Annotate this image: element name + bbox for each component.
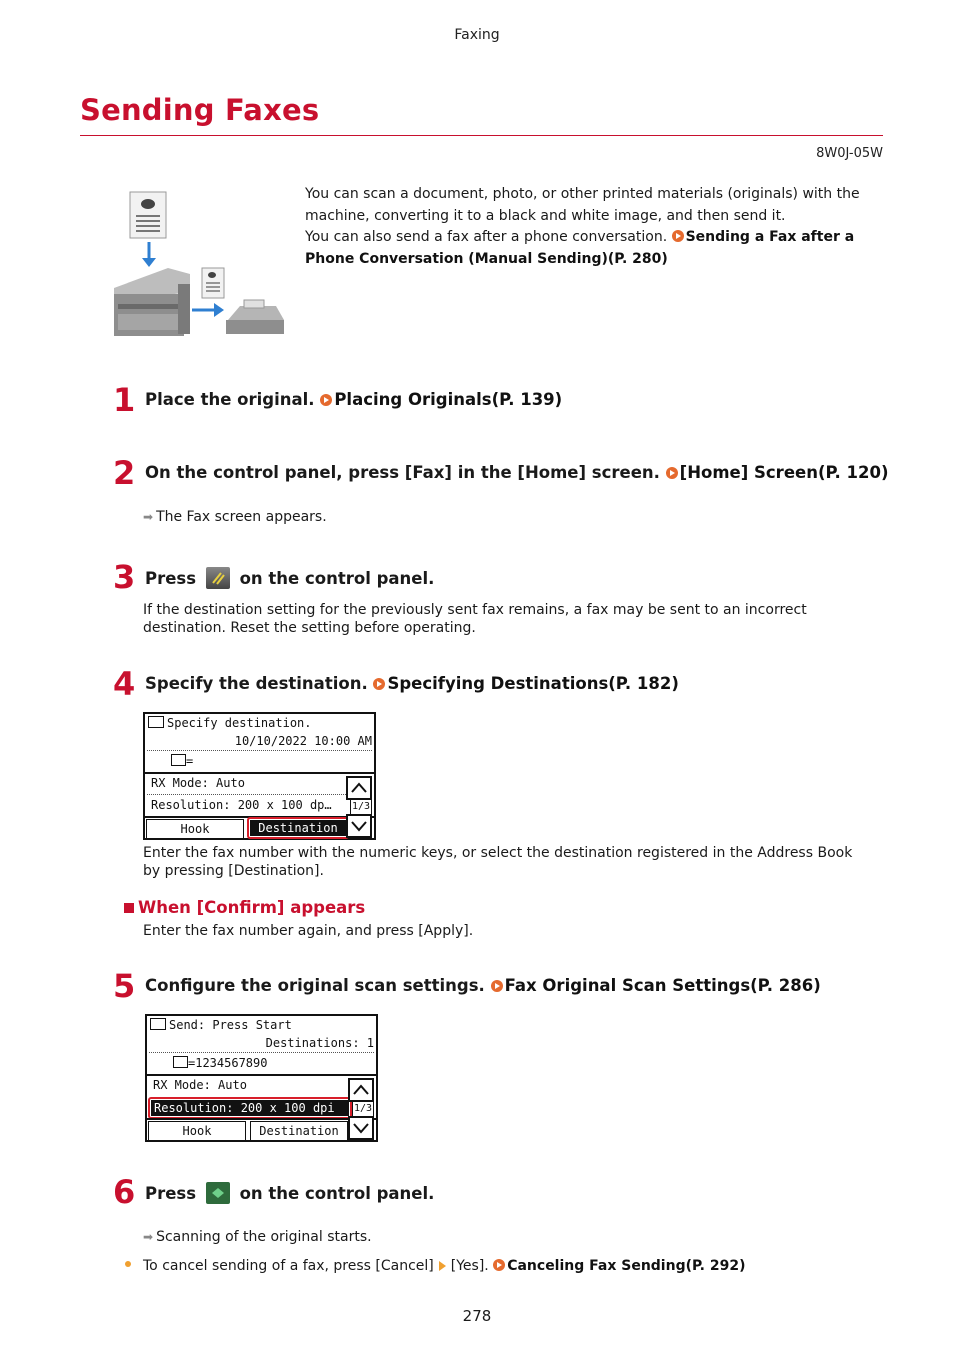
fax-icon	[150, 1018, 166, 1030]
home-screen-link[interactable]: [Home] Screen(P. 120)	[679, 463, 889, 482]
step-instruction-before: Press	[145, 569, 197, 588]
lcd-resolution-selected[interactable]	[148, 1097, 352, 1119]
step-3-body: If the destination setting for the previously sent fax remains, a fax may be sent to an incorrect destination. Reset the setting before operating.	[143, 602, 807, 636]
lcd-scroll-up-button[interactable]	[346, 776, 372, 800]
step-number: 6	[113, 1173, 136, 1211]
result-text: Scanning of the original starts.	[156, 1229, 372, 1245]
step-text	[145, 567, 434, 589]
confirm-heading	[124, 898, 365, 917]
address-book-icon	[173, 1056, 188, 1068]
step-number: 4	[113, 665, 136, 703]
fax-icon	[148, 716, 164, 728]
running-header: Faxing	[454, 27, 500, 43]
lcd-destination-button[interactable]: Destination	[250, 1121, 348, 1141]
step-number: 1	[113, 381, 136, 419]
lcd-status-text: Specify destination.	[167, 716, 312, 730]
link-arrow-icon	[666, 467, 678, 479]
lcd-destination-value: =1234567890	[188, 1056, 268, 1070]
lcd-hook-button[interactable]: Hook	[148, 1121, 246, 1141]
lcd-resolution[interactable]: Resolution: 200 x 100 dp…	[151, 798, 332, 812]
note-text-middle: [Yes].	[450, 1258, 489, 1274]
placing-originals-link[interactable]: Placing Originals(P. 139)	[334, 390, 563, 409]
link-arrow-icon	[320, 394, 332, 406]
lcd-rx-mode[interactable]: RX Mode: Auto	[153, 1078, 247, 1092]
lcd-scroll-up-button[interactable]	[348, 1078, 374, 1102]
result-text: The Fax screen appears.	[156, 509, 327, 525]
confirm-heading-text: When [Confirm] appears	[138, 898, 366, 917]
lcd-datetime: 10/10/2022 10:00 AM	[234, 734, 372, 748]
document-code: 8W0J-05W	[816, 146, 883, 161]
intro-paragraph-2	[305, 227, 885, 270]
step-number: 3	[113, 558, 136, 596]
lcd-scroll-down-button[interactable]	[346, 814, 372, 838]
step-text	[145, 390, 562, 409]
confirm-body: Enter the fax number again, and press [Apply].	[143, 923, 474, 939]
link-arrow-icon	[672, 230, 684, 242]
step-instruction: On the control panel, press [Fax] in the [Home] screen.	[145, 463, 660, 482]
step-instruction: Place the original.	[145, 390, 315, 409]
step-instruction-before: Press	[145, 1184, 197, 1203]
manual-sending-link[interactable]: Sending a Fax after a Phone Conversation (Manual Sending)(P. 280)	[305, 229, 855, 267]
lcd-destination-line	[173, 1056, 267, 1070]
intro-paragraph-2-text: You can also send a fax after a phone conversation.	[305, 229, 668, 245]
intro-text	[305, 184, 885, 270]
link-arrow-icon	[491, 980, 503, 992]
chevron-down-icon	[350, 1118, 372, 1138]
lcd-header-line	[148, 716, 312, 730]
lcd-screen-send	[145, 1014, 378, 1142]
step-number: 5	[113, 967, 136, 1005]
chevron-up-icon	[348, 778, 370, 798]
lcd-resolution-text: Resolution: 200 x 100 dpi	[151, 1100, 349, 1116]
link-arrow-icon	[373, 678, 385, 690]
scan-settings-link[interactable]: Fax Original Scan Settings(P. 286)	[504, 976, 821, 995]
link-arrow-icon	[493, 1259, 505, 1271]
lcd-destination-count: Destinations: 1	[265, 1036, 374, 1050]
fax-illustration	[108, 188, 288, 342]
result-arrow-icon: ➡	[143, 510, 154, 524]
step-instruction-after: on the control panel.	[239, 569, 435, 588]
step-instruction: Specify the destination.	[145, 674, 368, 693]
note-text-before: To cancel sending of a fax, press [Cancel]	[143, 1258, 434, 1274]
page-number: 278	[462, 1307, 492, 1325]
step-2-result	[143, 509, 327, 525]
intro-paragraph-1: You can scan a document, photo, or other printed materials (originals) with the machine, converting it to a black and white image, and then send it.	[305, 186, 860, 224]
reset-key-icon	[206, 567, 230, 589]
lcd-destination-button[interactable]	[247, 817, 349, 839]
address-book-icon	[171, 754, 186, 766]
square-bullet-icon	[124, 903, 134, 913]
lcd-destination-line	[171, 754, 193, 768]
step-instruction: Configure the original scan settings.	[145, 976, 485, 995]
lcd-hook-button[interactable]: Hook	[146, 819, 244, 839]
lcd-page-indicator: 1/3	[352, 1101, 374, 1117]
specifying-destinations-link[interactable]: Specifying Destinations(P. 182)	[387, 674, 679, 693]
step-number: 2	[113, 454, 136, 492]
step-text	[145, 1182, 434, 1204]
lcd-rx-mode[interactable]: RX Mode: Auto	[151, 776, 245, 790]
lcd-screen-specify-destination	[143, 712, 376, 840]
menu-arrow-icon	[439, 1261, 446, 1271]
result-arrow-icon: ➡	[143, 1230, 154, 1244]
lcd-header-line	[150, 1018, 292, 1032]
lcd-status-text: Send: Press Start	[169, 1018, 292, 1032]
lcd-destination-value: =	[186, 754, 194, 768]
cancel-note	[125, 1257, 746, 1275]
bullet-icon	[125, 1261, 131, 1267]
step-text	[145, 674, 679, 693]
step-text	[145, 976, 821, 995]
chevron-up-icon	[350, 1080, 372, 1100]
page-title: Sending Faxes	[80, 93, 320, 127]
lcd-scroll-down-button[interactable]	[348, 1116, 374, 1140]
step-instruction-after: on the control panel.	[239, 1184, 435, 1203]
lcd-destination-button-label: Destination	[250, 820, 346, 836]
canceling-fax-link[interactable]: Canceling Fax Sending(P. 292)	[507, 1258, 746, 1274]
start-key-icon	[206, 1182, 230, 1204]
lcd-page-indicator: 1/3	[350, 799, 372, 815]
step-6-result	[143, 1229, 372, 1245]
step-4-body: Enter the fax number with the numeric keys, or select the destination registered in the Address Book by pressing [Destination].	[143, 845, 853, 879]
title-rule	[80, 135, 883, 136]
step-text	[145, 463, 889, 482]
chevron-down-icon	[348, 816, 370, 836]
